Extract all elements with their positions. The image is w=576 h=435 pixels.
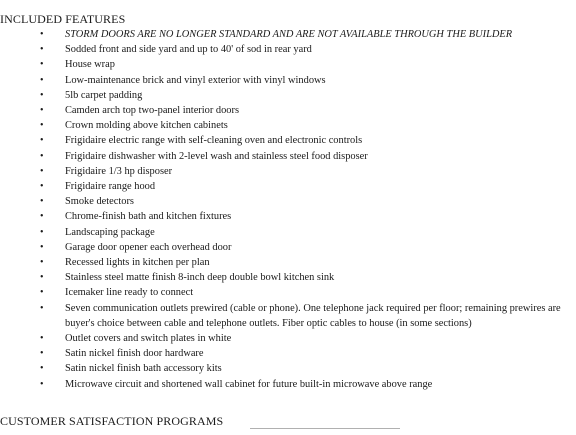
list-item-text: Sodded front and side yard and up to 40' of sod in rear yard <box>65 44 312 56</box>
list-item-text: STORM DOORS ARE NO LONGER STANDARD AND ARE NOT AVAILABLE THROUGH THE BUILDER <box>65 29 513 40</box>
features-list <box>0 27 576 392</box>
list-item <box>0 73 576 88</box>
list-item <box>0 118 576 133</box>
list-item <box>0 240 576 255</box>
bullet-icon: • <box>40 29 44 40</box>
bullet-icon: • <box>40 348 44 360</box>
bullet-icon: • <box>40 44 44 56</box>
list-item <box>0 301 575 331</box>
list-item-text: Frigidaire electric range with self-cleaning oven and electronic controls <box>65 135 363 147</box>
list-item <box>0 149 576 164</box>
list-item-text: Chrome-finish bath and kitchen fixtures <box>65 211 232 223</box>
bullet-icon: • <box>40 59 44 71</box>
list-item-text: Outlet covers and switch plates in white <box>65 333 232 345</box>
list-item <box>0 270 576 285</box>
list-item <box>0 331 576 346</box>
bullet-icon: • <box>40 241 44 253</box>
list-item <box>0 361 576 376</box>
list-item-text: Satin nickel finish bath accessory kits <box>65 363 222 375</box>
list-item-text: Camden arch top two-panel interior doors <box>65 105 239 117</box>
list-item <box>0 103 576 118</box>
bullet-icon: • <box>40 89 44 101</box>
list-item-text: Frigidaire dishwasher with 2-level wash and stainless steel food disposer <box>65 150 368 162</box>
bullet-icon: • <box>40 302 44 314</box>
list-item <box>0 285 576 300</box>
bullet-icon: • <box>40 226 44 238</box>
bullet-icon: • <box>40 272 44 284</box>
list-item <box>0 377 576 392</box>
bullet-icon: • <box>40 120 44 132</box>
bullet-icon: • <box>40 150 44 162</box>
list-item-text: Garage door opener each overhead door <box>65 241 232 253</box>
list-item-text: Frigidaire range hood <box>65 181 156 193</box>
list-item-text: Frigidaire 1/3 hp disposer <box>65 165 173 177</box>
list-item-text: Satin nickel finish door hardware <box>65 348 204 360</box>
list-item-text: 5lb carpet padding <box>65 89 143 101</box>
list-item-text: Icemaker line ready to connect <box>65 287 194 299</box>
list-item <box>0 225 576 240</box>
bullet-icon: • <box>40 257 44 269</box>
bullet-icon: • <box>40 363 44 375</box>
list-item-text: House wrap <box>65 59 115 71</box>
list-item-text: Landscaping package <box>65 226 155 238</box>
list-item-text: Smoke detectors <box>65 196 134 208</box>
bullet-icon: • <box>40 74 44 86</box>
list-item-text: Microwave circuit and shortened wall cabinet for future built-in microwave above range <box>65 378 433 390</box>
list-item <box>0 179 576 194</box>
list-item <box>0 88 576 103</box>
list-item <box>0 255 576 270</box>
list-item <box>0 346 576 361</box>
list-item-text: Recessed lights in kitchen per plan <box>65 257 210 269</box>
list-item-text: Crown molding above kitchen cabinets <box>65 120 228 132</box>
list-item <box>0 194 576 209</box>
bullet-icon: • <box>40 211 44 223</box>
cropped-line-top <box>120 0 360 3</box>
bullet-icon: • <box>40 333 44 345</box>
bullet-icon: • <box>40 181 44 193</box>
list-item <box>0 27 576 42</box>
list-item <box>0 209 576 224</box>
bullet-icon: • <box>40 196 44 208</box>
customer-satisfaction-heading: CUSTOMER SATISFACTION PROGRAMS <box>0 414 224 428</box>
list-item <box>0 133 576 148</box>
list-item-text: Seven communication outlets prewired (cable or phone). One telephone jack required per floor; remaining prewires are buyer's choice between cable and telephone outlets. Fiber optic cables to house (in some sections) <box>65 302 561 329</box>
included-features-heading: INCLUDED FEATURES <box>0 12 126 26</box>
list-item <box>0 164 576 179</box>
bullet-icon: • <box>40 165 44 177</box>
list-item <box>0 42 576 57</box>
bullet-icon: • <box>40 135 44 147</box>
bullet-icon: • <box>40 378 44 390</box>
bullet-icon: • <box>40 287 44 299</box>
list-item <box>0 57 576 72</box>
list-item-text: Stainless steel matte finish 8-inch deep double bowl kitchen sink <box>65 272 335 284</box>
list-item-text: Low-maintenance brick and vinyl exterior with vinyl windows <box>65 74 326 86</box>
bullet-icon: • <box>40 105 44 117</box>
